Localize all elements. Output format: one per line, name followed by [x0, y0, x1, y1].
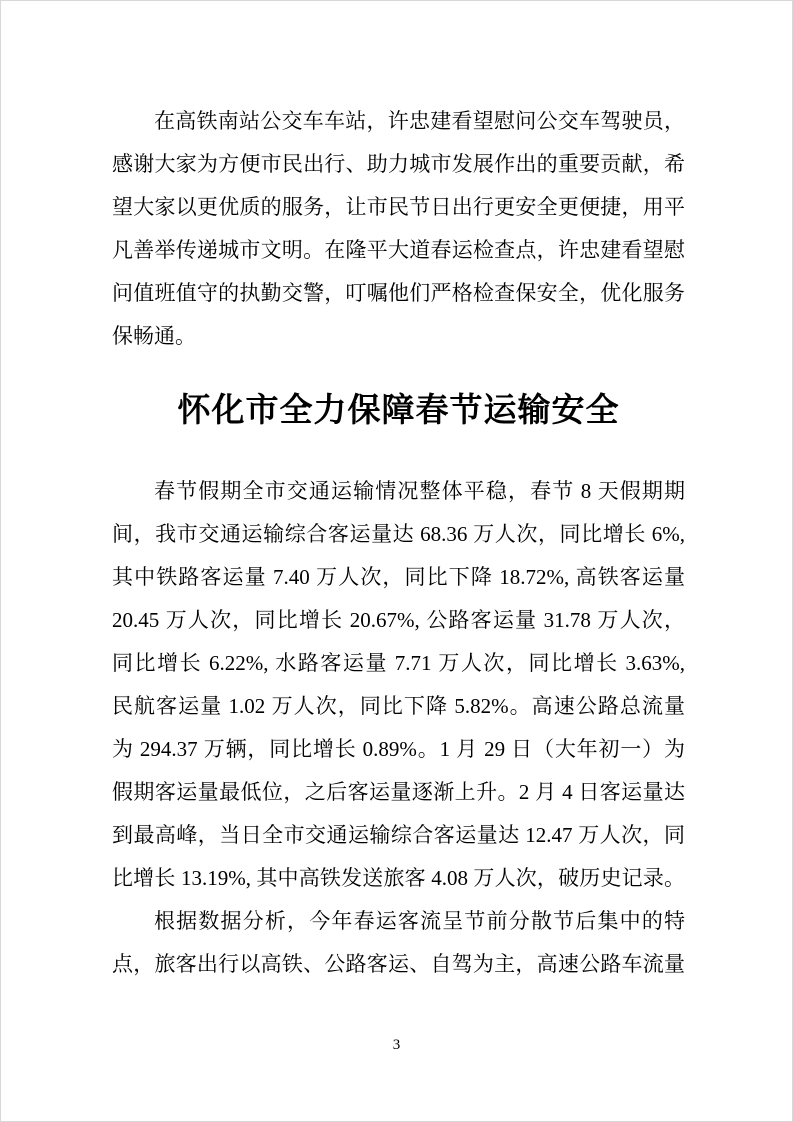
paragraph-1 — [112, 100, 685, 358]
text-line: 到最高峰，当日全市交通运输综合客运量达 12.47 万人次，同 — [112, 823, 685, 847]
text-line: 根据数据分析，今年春运客流呈节前分散节后集中的特 — [154, 909, 685, 933]
text-line: 民航客运量 1.02 万人次，同比下降 5.82%。高速公路总流量 — [112, 694, 685, 718]
text-line: 望大家以更优质的服务，让市民节日出行更安全更便捷，用平 — [112, 195, 685, 219]
page-number: 3 — [392, 1037, 401, 1053]
text-line: 间，我市交通运输综合客运量达 68.36 万人次，同比增长 6%, — [112, 522, 685, 546]
text-line: 保畅通。 — [112, 324, 196, 348]
text-line: 同比增长 6.22%, 水路客运量 7.71 万人次，同比增长 3.63%, — [112, 651, 685, 675]
text-line: 在高铁南站公交车车站，许忠建看望慰问公交车驾驶员， — [154, 109, 685, 133]
text-line: 点，旅客出行以高铁、公路客运、自驾为主，高速公路车流量 — [112, 952, 685, 976]
text-line: 问值班值守的执勤交警，叮嘱他们严格检查保安全，优化服务 — [112, 281, 685, 305]
text-line: 凡善举传递城市文明。在隆平大道春运检查点，许忠建看望慰 — [112, 238, 685, 262]
paragraph-2 — [112, 470, 685, 900]
paragraph-3 — [112, 900, 685, 986]
text-line: 假期客运量最低位，之后客运量逐渐上升。2 月 4 日客运量达 — [112, 780, 685, 804]
text-line: 20.45 万人次，同比增长 20.67%, 公路客运量 31.78 万人次， — [112, 608, 685, 632]
text-line: 春节假期全市交通运输情况整体平稳，春节 8 天假期期 — [154, 479, 685, 503]
document-content — [112, 1, 685, 986]
text-line: 为 294.37 万辆，同比增长 0.89%。1 月 29 日（大年初一）为 — [112, 737, 685, 761]
text-line: 比增长 13.19%, 其中高铁发送旅客 4.08 万人次，破历史记录。 — [112, 866, 685, 890]
text-line: 其中铁路客运量 7.40 万人次，同比下降 18.72%, 高铁客运量 — [112, 565, 685, 589]
section-heading: 怀化市全力保障春节运输安全 — [177, 393, 620, 429]
text-line: 感谢大家为方便市民出行、助力城市发展作出的重要贡献，希 — [112, 152, 685, 176]
